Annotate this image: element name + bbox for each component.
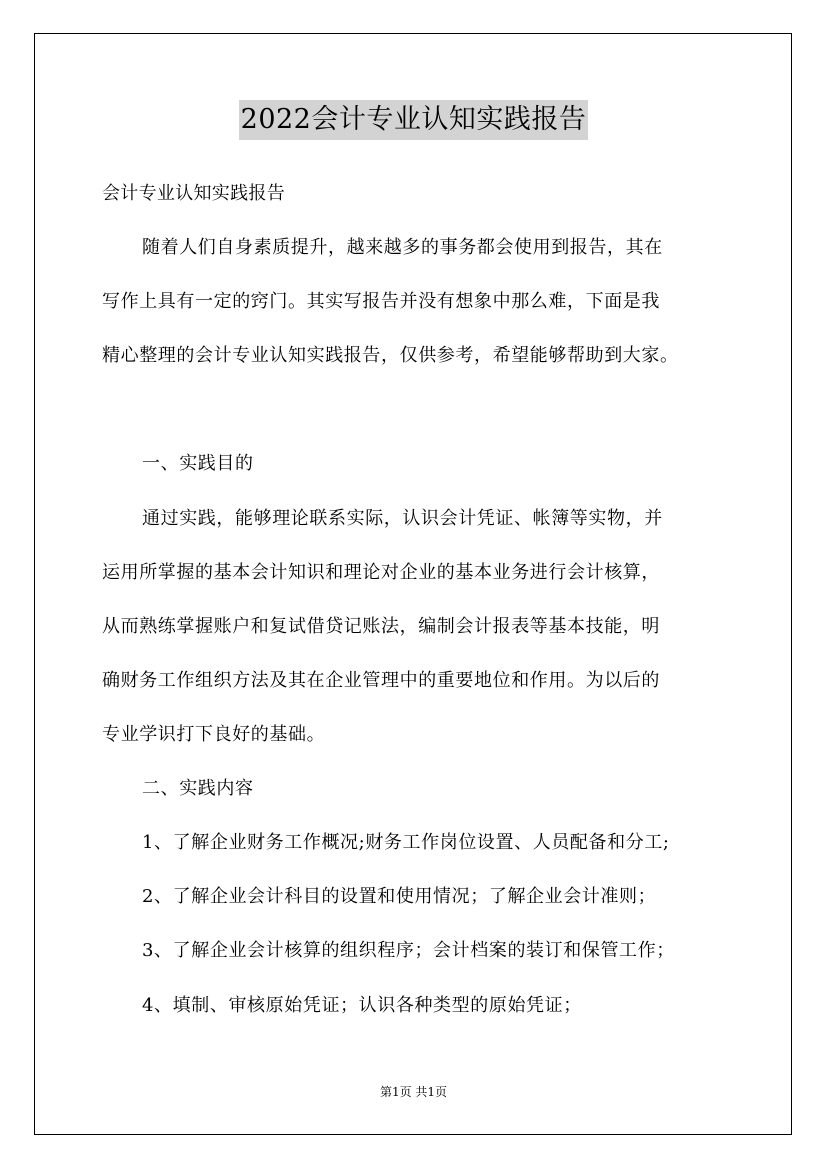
section-heading-purpose: 一、实践目的 [142,453,254,474]
content-item-1: 1、了解企业财务工作概况;财务工作岗位设置、人员配备和分工; [142,832,670,853]
intro-line-3: 精心整理的会计专业认知实践报告，仅供参考，希望能够帮助到大家。 [102,345,679,366]
purpose-line-2: 运用所掌握的基本会计知识和理论对企业的基本业务进行会计核算， [102,562,660,583]
purpose-line-1: 通过实践，能够理论联系实际，认识会计凭证、帐簿等实物，并 [142,508,663,529]
purpose-line-3: 从而熟练掌握账户和复试借贷记账法，编制会计报表等基本技能，明 [102,616,660,637]
intro-line-1: 随着人们自身素质提升，越来越多的事务都会使用到报告，其在 [142,237,663,258]
content-item-4: 4、填制、审核原始凭证；认识各种类型的原始凭证； [142,995,582,1016]
section-heading-content: 二、实践内容 [142,778,254,799]
title-container [0,100,827,140]
content-item-2: 2、了解企业会计科目的设置和使用情况；了解企业会计准则； [142,886,657,907]
purpose-line-5: 专业学识打下良好的基础。 [102,724,326,745]
document-title: 2022会计专业认知实践报告 [239,100,589,140]
content-item-3: 3、了解企业会计核算的组织程序；会计档案的装订和保管工作； [142,940,675,961]
intro-line-2: 写作上具有一定的窍门。其实写报告并没有想象中那么难，下面是我 [102,291,660,312]
page-footer: 第1页 共1页 [379,1085,448,1099]
document-subtitle: 会计专业认知实践报告 [102,183,285,204]
purpose-line-4: 确财务工作组织方法及其在企业管理中的重要地位和作用。为以后的 [102,670,660,691]
